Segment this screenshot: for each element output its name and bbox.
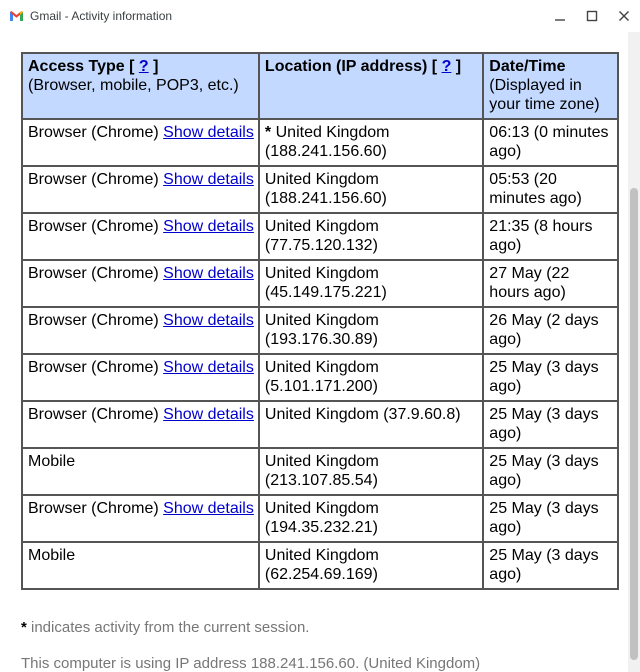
header-date-label: Date/Time [489,58,566,75]
current-session-marker: * [264,124,272,141]
access-type: Browser (Chrome) [28,265,159,282]
date-cell [483,166,618,213]
access-type-help-link[interactable]: ? [138,58,149,75]
gmail-icon [10,11,23,21]
date-text: 25 May (3 days ago) [489,500,599,536]
show-details-link[interactable]: Show details [163,359,254,376]
location-text: United Kingdom (188.241.156.60) [264,171,387,207]
table-row [22,260,618,307]
location-text: United Kingdom (188.241.156.60) [264,124,390,160]
location-text: United Kingdom (45.149.175.221) [264,265,387,301]
show-details-link[interactable]: Show details [163,312,254,329]
header-access-close: ] [153,58,159,75]
access-cell [22,495,259,542]
show-details-link[interactable]: Show details [163,265,254,282]
title-bar [0,0,640,32]
access-cell [22,401,259,448]
location-cell [259,401,483,448]
note-star: * [21,619,27,636]
date-text: 26 May (2 days ago) [489,312,599,348]
location-cell [259,542,483,589]
date-text: 21:35 (8 hours ago) [489,218,593,254]
access-cell [22,213,259,260]
location-text: United Kingdom (77.75.120.132) [264,218,379,254]
table-row [22,542,618,589]
location-cell [259,119,483,166]
table-row [22,354,618,401]
access-cell [22,448,259,495]
minimize-icon [554,10,566,22]
minimize-button[interactable] [550,6,570,26]
date-cell [483,354,618,401]
header-location-label: Location (IP address) [ [264,58,438,75]
location-text: United Kingdom (213.107.85.54) [264,453,379,489]
date-text: 06:13 (0 minutes ago) [489,124,609,160]
date-text: 27 May (22 hours ago) [489,265,570,301]
show-details-link[interactable]: Show details [163,500,254,517]
date-cell [483,495,618,542]
access-type: Browser (Chrome) [28,124,159,141]
header-access-type [22,53,259,119]
show-details-link[interactable]: Show details [163,171,254,188]
table-row [22,307,618,354]
show-details-link[interactable]: Show details [163,218,254,235]
header-location [259,53,483,119]
access-type: Mobile [28,547,76,564]
access-type: Browser (Chrome) [28,406,159,423]
show-details-link[interactable]: Show details [163,124,254,141]
date-text: 05:53 (20 minutes ago) [489,171,582,207]
access-type: Mobile [28,453,76,470]
date-text: 25 May (3 days ago) [489,453,599,489]
location-text: United Kingdom (194.35.232.21) [264,500,379,536]
date-cell [483,542,618,589]
access-type: Browser (Chrome) [28,312,159,329]
table-row [22,213,618,260]
maximize-button[interactable] [582,6,602,26]
access-cell [22,307,259,354]
maximize-icon [586,10,598,22]
access-cell [22,354,259,401]
access-cell [22,542,259,589]
date-cell [483,307,618,354]
table-row [22,401,618,448]
location-cell [259,260,483,307]
header-access-label: Access Type [ [28,58,135,75]
location-cell [259,307,483,354]
header-location-close: ] [455,58,462,75]
table-row [22,495,618,542]
activity-table [21,52,619,590]
table-row [22,166,618,213]
location-cell [259,354,483,401]
close-button[interactable] [614,6,634,26]
show-details-link[interactable]: Show details [163,406,254,423]
date-text: 25 May (3 days ago) [489,406,599,442]
ip-address-line: This computer is using IP address 188.241.156.60. (United Kingdom) [21,655,481,672]
note-text: indicates activity from the current session. [26,619,310,636]
date-cell [483,448,618,495]
access-cell [22,119,259,166]
access-type: Browser (Chrome) [28,359,159,376]
date-cell [483,213,618,260]
location-cell [259,166,483,213]
access-type: Browser (Chrome) [28,500,159,517]
date-text: 25 May (3 days ago) [489,359,599,395]
date-cell [483,401,618,448]
date-cell [483,260,618,307]
location-cell [259,495,483,542]
header-date-sub: (Displayed in your time zone) [489,77,600,113]
window-title: Gmail - Activity information [30,9,173,23]
vertical-scrollbar[interactable] [628,32,640,672]
access-cell [22,166,259,213]
date-cell [483,119,618,166]
location-cell [259,448,483,495]
location-text: United Kingdom (62.254.69.169) [264,547,379,583]
header-date [483,53,618,119]
location-text: United Kingdom (193.176.30.89) [264,312,379,348]
activity-content [0,32,628,672]
header-access-sub: (Browser, mobile, POP3, etc.) [28,77,239,94]
scrollbar-thumb[interactable] [630,188,638,660]
table-row [22,448,618,495]
location-help-link[interactable]: ? [441,58,452,75]
table-header-row [22,53,618,119]
date-text: 25 May (3 days ago) [489,547,599,583]
location-cell [259,213,483,260]
location-text: United Kingdom (37.9.60.8) [264,406,461,423]
close-icon [618,10,630,22]
table-row [22,119,618,166]
access-type: Browser (Chrome) [28,218,159,235]
location-text: United Kingdom (5.101.171.200) [264,359,379,395]
current-session-note [21,619,309,636]
access-type: Browser (Chrome) [28,171,159,188]
access-cell [22,260,259,307]
